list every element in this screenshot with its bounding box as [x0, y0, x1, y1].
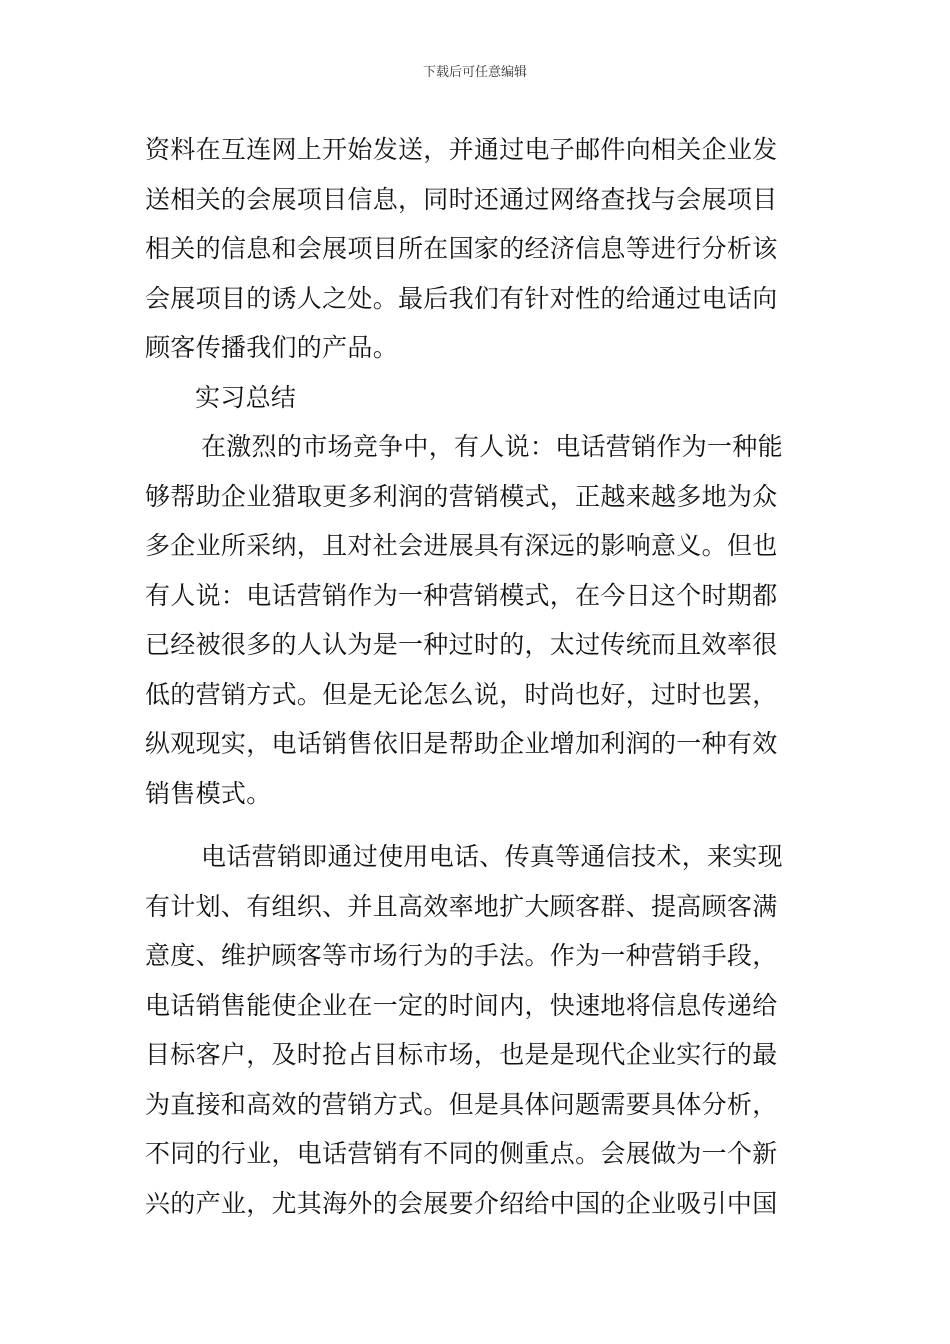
text-line: 顾客传播我们的产品。: [145, 333, 399, 362]
text-line: 纵观现实，电话销售依旧是帮助企业增加利润的一种有效: [145, 729, 778, 758]
text-line: 低的营销方式。但是无论怎么说，时尚也好，过时也罢，: [145, 679, 778, 709]
text-line: 目标客户，及时抢占目标市场，也是是现代企业实行的最: [145, 1040, 778, 1069]
paragraph-continuation: [145, 125, 807, 373]
text-line: 为直接和高效的营销方式。但是具体问题需要具体分析，: [145, 1089, 778, 1119]
text-line: 相关的信息和会展项目所在国家的经济信息等进行分析该: [145, 234, 778, 263]
text-line: 已经被很多的人认为是一种过时的，太过传统而且效率很: [145, 630, 778, 659]
page-header: 下载后可任意编辑: [422, 65, 527, 80]
text-line: 电话营销即通过使用电话、传真等通信技术，来实现: [201, 842, 783, 871]
text-line: 多企业所采纳，且对社会进展具有深远的影响意义。但也: [145, 531, 778, 560]
text-line: 在激烈的市场竞争中，有人说：电话营销作为一种能: [201, 432, 783, 461]
heading-text: 实习总结: [195, 382, 297, 412]
text-line: 兴的产业，尤其海外的会展要介绍给中国的企业吸引中国: [145, 1188, 778, 1218]
text-line: 不同的行业，电话营销有不同的侧重点。会展做为一个新: [145, 1139, 778, 1168]
section-heading: [145, 373, 807, 423]
text-line: 有人说：电话营销作为一种营销模式，在今日这个时期都: [145, 580, 778, 610]
document-body: [145, 125, 807, 1228]
text-line: 够帮助企业猎取更多利润的营销模式，正越来越多地为众: [145, 481, 778, 511]
text-line: 电话销售能使企业在一定的时间内，快速地将信息传递给: [145, 990, 778, 1020]
paragraph-telemarketing: [145, 832, 807, 1228]
text-line: 会展项目的诱人之处。最后我们有针对性的给通过电话向: [145, 283, 778, 313]
text-line: 意度、维护顾客等市场行为的手法。作为一种营销手段，: [145, 941, 778, 970]
text-line: 有计划、有组织、并且高效率地扩大顾客群、提高顾客满: [145, 891, 778, 921]
text-line: 销售模式。: [145, 778, 272, 808]
paragraph-gap: [145, 818, 807, 832]
text-line: 送相关的会展项目信息，同时还通过网络查找与会展项目: [145, 184, 778, 214]
text-line: 资料在互连网上开始发送，并通过电子邮件向相关企业发: [145, 135, 778, 164]
paragraph-summary-intro: [145, 422, 807, 818]
